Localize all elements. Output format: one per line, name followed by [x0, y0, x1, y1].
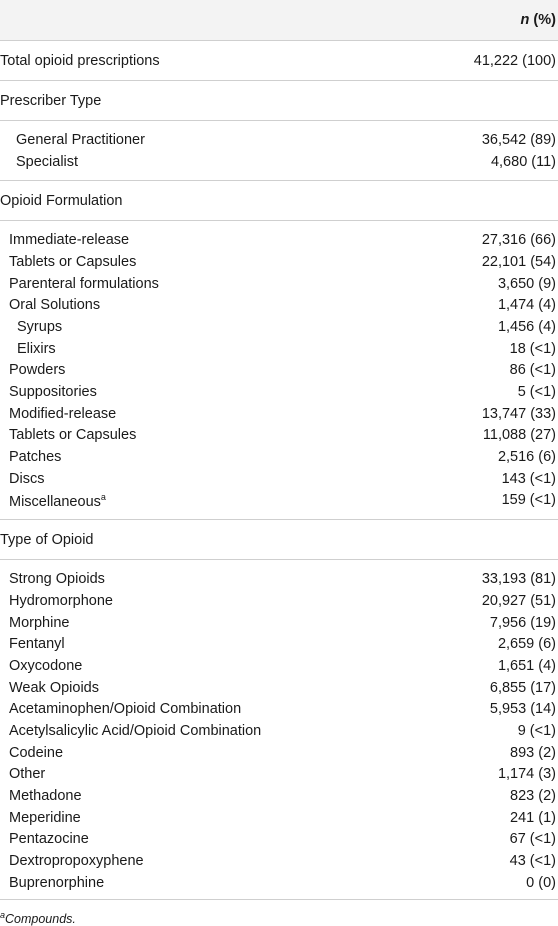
row-value: 1,174 (3)	[497, 766, 556, 783]
row-value: 27,316 (66)	[481, 232, 556, 249]
section-title: Prescriber Type	[0, 81, 558, 121]
row-label: Dextropropoxyphene	[9, 853, 144, 870]
header-n-percent	[400, 0, 558, 41]
row-label: Tablets or Capsules	[9, 253, 137, 270]
row-label: Suppositories	[9, 384, 97, 401]
row-value: 4,680 (11)	[490, 153, 556, 170]
header-label-cell	[0, 0, 400, 41]
row-value: 5,953 (14)	[489, 701, 556, 718]
row-label: Miscellaneous	[9, 493, 101, 510]
row-value: 1,456 (4)	[497, 318, 556, 335]
row-label: Pentazocine	[9, 831, 89, 848]
row-value: 36,542 (89)	[481, 131, 556, 148]
row-label: Oral Solutions	[9, 297, 101, 314]
row-label: Oxycodone	[9, 657, 83, 674]
row-value: 7,956 (19)	[489, 614, 556, 631]
row-value: 3,650 (9)	[497, 275, 556, 292]
header-n: n	[520, 12, 530, 28]
section-title: Opioid Formulation	[0, 181, 558, 221]
total-label: Total opioid prescriptions	[0, 52, 160, 69]
row-label: Parenteral formulations	[9, 275, 159, 292]
row-value: 893 (2)	[510, 744, 556, 761]
row-label: Elixirs	[17, 340, 56, 357]
row-value: 1,651 (4)	[497, 657, 556, 674]
row-label-misc	[0, 490, 400, 512]
row-value: 1,474 (4)	[497, 297, 556, 314]
row-value: 9 (<1)	[517, 722, 556, 739]
row-label: Powders	[9, 362, 66, 379]
row-label: Tablets or Capsules	[9, 427, 137, 444]
row-value: 2,659 (6)	[497, 636, 556, 653]
row-value: 241 (1)	[510, 809, 556, 826]
section-header	[0, 81, 558, 121]
row-value: 20,927 (51)	[481, 592, 556, 609]
row-label: Buprenorphine	[9, 874, 105, 891]
row-label: Syrups	[17, 318, 63, 335]
row-label: Weak Opioids	[9, 679, 99, 696]
row-value: 0 (0)	[526, 874, 556, 891]
row-label: Specialist	[16, 153, 79, 170]
row-value: 11,088 (27)	[482, 427, 556, 444]
row-value: 67 (<1)	[509, 831, 556, 848]
row-value: 5 (<1)	[517, 384, 556, 401]
total-value: 41,222 (100)	[473, 52, 556, 69]
section-header	[0, 181, 558, 221]
row-value: 43 (<1)	[509, 853, 556, 870]
row-value: 33,193 (81)	[481, 571, 556, 588]
section-header	[0, 520, 558, 560]
total-row	[0, 41, 558, 81]
row-value: 86 (<1)	[509, 362, 556, 379]
row-label: Methadone	[9, 788, 82, 805]
row-label: Acetylsalicylic Acid/Opioid Combination	[9, 722, 262, 739]
row-label: Immediate-release	[9, 232, 130, 249]
row-label: Other	[9, 766, 46, 783]
row-value: 6,855 (17)	[489, 679, 556, 696]
row-label: Morphine	[9, 614, 70, 631]
row-value: 159 (<1)	[501, 492, 556, 509]
row-label: Meperidine	[9, 809, 81, 826]
table-footnote	[0, 899, 558, 926]
section-title: Type of Opioid	[0, 520, 558, 560]
row-label: Hydromorphone	[9, 592, 113, 609]
row-label: Codeine	[9, 744, 64, 761]
row-value: 143 (<1)	[501, 470, 556, 487]
row-label: Acetaminophen/Opioid Combination	[9, 701, 242, 718]
row-value: 18 (<1)	[509, 340, 556, 357]
footnote-marker: a	[100, 491, 106, 502]
row-value: 13,747 (33)	[481, 405, 556, 422]
row-label: Patches	[9, 449, 62, 466]
row-value: 823 (2)	[510, 788, 556, 805]
row-label: Discs	[9, 470, 45, 487]
footnote-mark: a	[0, 909, 6, 920]
row-label: Fentanyl	[9, 636, 65, 653]
footnote-text: Compounds.	[5, 911, 76, 926]
row-label: General Practitioner	[16, 131, 145, 148]
header-row	[0, 0, 558, 41]
row-label: Strong Opioids	[9, 571, 105, 588]
row-label: Modified-release	[9, 405, 117, 422]
header-percent: (%)	[529, 12, 556, 28]
row-value: 2,516 (6)	[497, 449, 556, 466]
row-value: 22,101 (54)	[481, 253, 556, 270]
